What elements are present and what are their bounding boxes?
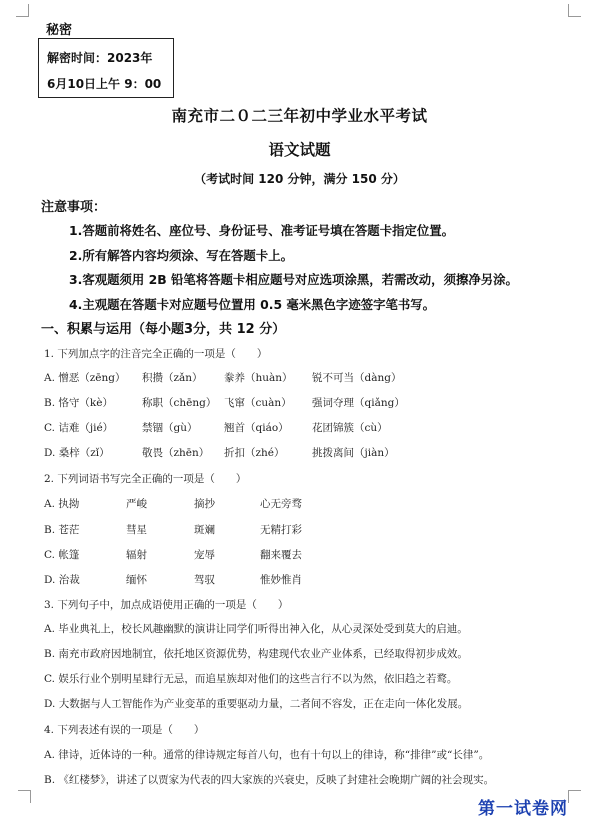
release-time-line-1: 解密时间：2023年: [47, 51, 153, 65]
option-cell: B. 苍茫: [44, 524, 80, 536]
exam-time-note: （考试时间 120 分钟，满分 150 分）: [194, 172, 405, 186]
option-cell: 斑斓: [194, 524, 215, 536]
option-cell: 心无旁骛: [260, 498, 302, 510]
question-3-option-c: C. 娱乐行业个别明星肆行无忌，而追星族却对他们的这些言行不以为然，依旧趋之若鹜。: [44, 673, 458, 685]
option-cell: 积攒（zǎn）: [142, 372, 203, 384]
release-time-box: [38, 38, 174, 98]
option-cell: A. 憎恶（zēng）: [44, 372, 126, 384]
option-cell: 彗星: [126, 524, 147, 536]
question-4-option-b: B. 《红楼梦》，讲述了以贾家为代表的四大家族的兴衰史，反映了封建社会晚期广阔的社会现实。: [44, 774, 495, 786]
option-cell: D. 治裁: [44, 574, 80, 586]
release-time-line-2: 6月10日上午 9：00: [47, 77, 162, 91]
option-cell: 敬畏（zhēn）: [142, 447, 210, 459]
option-cell: 无精打彩: [260, 524, 302, 536]
question-4-option-a: A. 律诗，近体诗的一种。通常的律诗规定每首八句，也有十句以上的律诗，称“排律”或“长律”。: [44, 749, 490, 761]
note-item: 3.客观题须用 2B 铅笔将答题卡相应题号对应选项涂黑，若需改动，须擦净另涂。: [69, 272, 518, 287]
option-cell: 挑拨离间（jiàn）: [312, 447, 395, 459]
section-title: 一、积累与运用（每小题3分，共 12 分）: [41, 322, 286, 337]
option-cell: 花团锦簇（cù）: [312, 422, 388, 434]
site-watermark: 第一试卷网: [478, 799, 568, 819]
note-item: 2.所有解答内容均须涂、写在答题卡上。: [69, 248, 293, 263]
option-cell: 飞窜（cuàn）: [224, 397, 292, 409]
note-item: 4.主观题在答题卡对应题号位置用 0.5 毫米黑色字迹签字笔书写。: [69, 297, 436, 312]
option-cell: C. 诘难（jié）: [44, 422, 114, 434]
question-2-stem: 2. 下列词语书写完全正确的一项是（ ）: [44, 473, 247, 485]
subject-title: 语文试题: [268, 140, 331, 159]
option-cell: 辐射: [126, 549, 147, 561]
option-cell: 严峻: [126, 498, 147, 510]
option-cell: B. 恪守（kè）: [44, 397, 113, 409]
option-cell: 宠辱: [194, 549, 215, 561]
question-4-stem: 4. 下列表述有误的一项是（ ）: [44, 724, 205, 736]
option-cell: 惟妙惟肖: [260, 574, 302, 586]
option-cell: 禁锢（gù）: [142, 422, 198, 434]
secret-label: 秘密: [46, 23, 73, 38]
option-cell: 称职（chēng）: [142, 397, 217, 409]
question-3-option-d: D. 大数据与人工智能作为产业变革的重要驱动力量，二者间不容发，正在走向一体化发展。: [44, 698, 469, 710]
crop-mark-top-right: [568, 4, 581, 17]
note-item: 1.答题前将姓名、座位号、身份证号、准考证号填在答题卡指定位置。: [69, 223, 455, 238]
option-cell: 缅怀: [126, 574, 147, 586]
option-cell: 翘首（qiáo）: [224, 422, 289, 434]
option-cell: 锐不可当（dàng）: [312, 372, 402, 384]
option-cell: 强词夺理（qiǎng）: [312, 397, 405, 409]
crop-mark-bottom-left: [18, 790, 31, 803]
option-cell: C. 帐篷: [44, 549, 80, 561]
question-1-stem: 1. 下列加点字的注音完全正确的一项是（ ）: [44, 348, 268, 360]
option-cell: 折扣（zhé）: [224, 447, 285, 459]
option-cell: 豢养（huàn）: [224, 372, 293, 384]
option-cell: 摘抄: [194, 498, 215, 510]
question-3-option-b: B. 南充市政府因地制宜，依托地区资源优势，构建现代农业产业体系，已经取得初步成效。: [44, 648, 468, 660]
option-cell: A. 执拗: [44, 498, 80, 510]
notes-title: 注意事项：: [41, 200, 107, 215]
crop-mark-top-left: [16, 4, 29, 17]
option-cell: 翻来覆去: [260, 549, 302, 561]
option-cell: D. 桑梓（zǐ）: [44, 447, 110, 459]
option-cell: 驾驭: [194, 574, 215, 586]
question-3-option-a: A. 毕业典礼上，校长风趣幽默的演讲让同学们听得出神入化，从心灵深处受到莫大的启迪。: [44, 623, 468, 635]
question-3-stem: 3. 下列句子中，加点成语使用正确的一项是（ ）: [44, 599, 289, 611]
exam-title: 南充市二０二三年初中学业水平考试: [171, 106, 428, 125]
crop-mark-bottom-right: [568, 790, 581, 803]
